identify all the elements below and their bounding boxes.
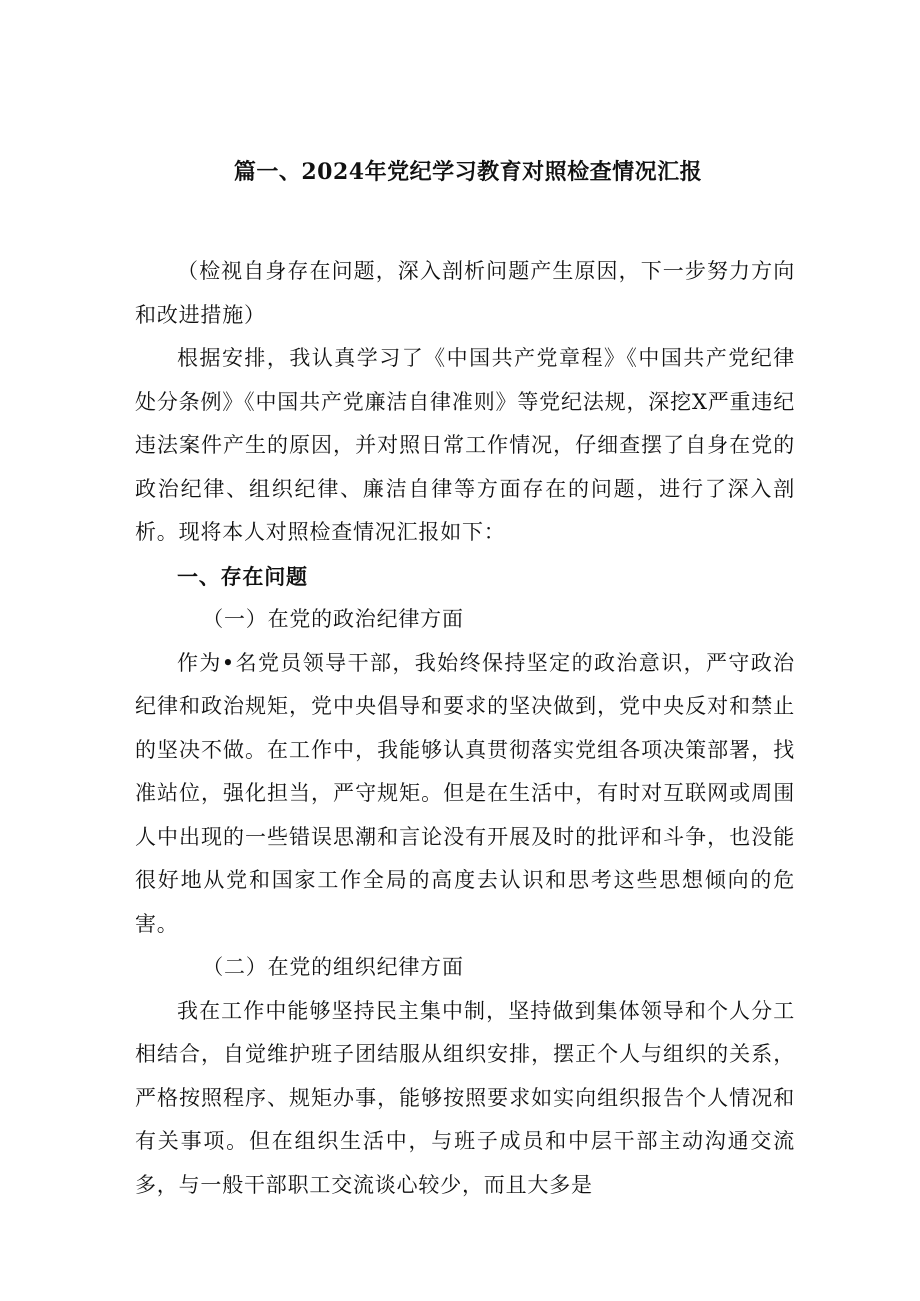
intro-note: （检视自身存在问题，深入剖析问题产生原因，下一步努力方向和改进措施） [135, 259, 795, 327]
document-body [135, 250, 795, 1207]
section-heading-problems: 一、存在问题 [177, 563, 308, 589]
document-title: 篇一、2024年党纪学习教育对照检查情况汇报 [233, 159, 703, 185]
subsection-text-political-discipline: 作为•名党员领导干部，我始终保持坚定的政治意识，严守政治纪律和政治规矩，党中央倡导和要求的坚决做到，党中央反对和禁止的坚决不做。在工作中，我能够认真贯彻落实党组各项决策部署，找准站位，强化担当，严守规矩。但是在生活中，有时对互联网或周围人中出现的一些错误思潮和言论没有开展及时的批评和斗争，也没能很好地从党和国家工作全局的高度去认识和思考这些思想倾向的危害。 [135, 650, 795, 936]
subsection-text-organizational-discipline: 我在工作中能够坚持民主集中制，坚持做到集体领导和个人分工相结合，自觉维护班子团结服从组织安排，摆正个人与组织的关系，严格按照程序、规矩办事，能够按照要求如实向组织报告个人情况和有关事项。但在组织生活中，与班子成员和中层干部主动沟通交流多，与一般干部职工交流谈心较少，而且大多是 [135, 998, 795, 1197]
subsection-heading-political-discipline: （一）在党的政治纪律方面 [202, 607, 464, 631]
intro-paragraph: 根据安排，我认真学习了《中国共产党章程》《中国共产党纪律处分条例》《中国共产党廉洁自律准则》等党纪法规，深挖X严重违纪违法案件产生的原因，并对照日常工作情况，仔细查摆了自身在党的政治纪律、组织纪律、廉洁自律等方面存在的问题，进行了深入剖析。现将本人对照检查情况汇报如下： [135, 346, 795, 544]
subsection-heading-organizational-discipline: （二）在党的组织纪律方面 [202, 955, 464, 979]
